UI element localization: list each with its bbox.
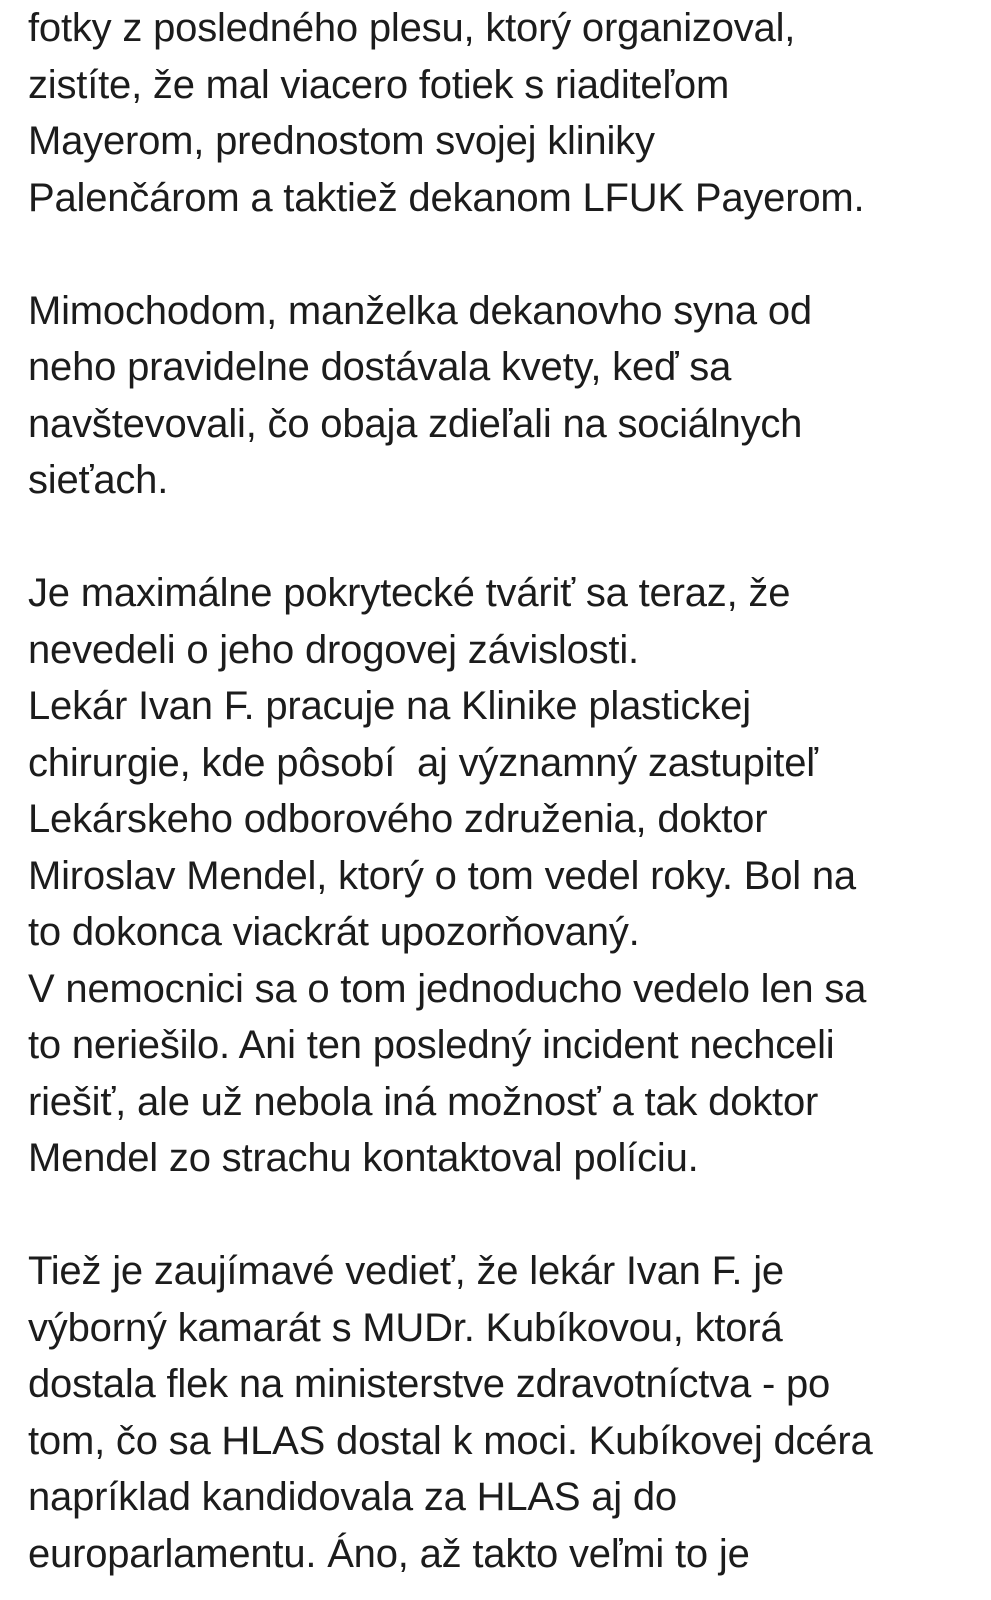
paragraph-gap <box>28 1187 978 1244</box>
paragraph <box>28 565 978 1187</box>
text-line: výborný kamarát s MUDr. Kubíkovou, ktorá <box>28 1305 783 1350</box>
text-line: Je maximálne pokrytecké tváriť sa teraz, že <box>28 571 791 615</box>
text-line: Tiež je zaujímavé vedieť, že lekár Ivan F. je <box>28 1249 784 1293</box>
text-line: Mimochodom, manželka dekanovho syna od <box>28 288 812 333</box>
paragraph <box>28 1243 978 1582</box>
text-line: tom, čo sa HLAS dostal k moci. Kubíkovej dcéra <box>28 1418 873 1463</box>
text-line: zistíte, že mal viacero fotiek s riaditeľom <box>28 62 730 107</box>
paragraph <box>28 0 978 226</box>
text-line: to neriešilo. Ani ten posledný incident nechceli <box>28 1023 835 1067</box>
text-line: europarlamentu. Áno, až takto veľmi to je <box>28 1531 750 1576</box>
text-line: neho pravidelne dostávala kvety, keď sa <box>28 345 732 389</box>
text-line: Lekárskeho odborového združenia, doktor <box>28 797 768 841</box>
text-line: sieťach. <box>28 458 169 502</box>
text-line: Mayerom, prednostom svojej kliniky <box>28 119 655 163</box>
text-line: Palenčárom a taktiež dekanom LFUK Payerom. <box>28 175 865 220</box>
paragraph <box>28 283 978 509</box>
text-line: nevedeli o jeho drogovej závislosti. <box>28 627 639 672</box>
text-line: V nemocnici sa o tom jednoducho vedelo len sa <box>28 966 867 1011</box>
text-line: napríklad kandidovala za HLAS aj do <box>28 1475 677 1519</box>
text-line: navštevovali, čo obaja zdieľali na sociálnych <box>28 401 803 446</box>
text-line: Lekár Ivan F. pracuje na Klinike plastickej <box>28 684 751 728</box>
paragraph-gap <box>28 509 978 566</box>
paragraph-gap <box>28 226 978 283</box>
text-line: dostala flek na ministerstve zdravotníctva - po <box>28 1362 831 1406</box>
text-line: to dokonca viackrát upozorňovaný. <box>28 910 640 954</box>
text-line: fotky z posledného plesu, ktorý organizoval, <box>28 6 796 50</box>
text-line: Mendel zo strachu kontaktoval políciu. <box>28 1136 699 1180</box>
text-line: riešiť, ale už nebola iná možnosť a tak doktor <box>28 1079 819 1124</box>
text-line: Miroslav Mendel, ktorý o tom vedel roky. Bol na <box>28 853 856 898</box>
text-line: chirurgie, kde pôsobí aj významný zastupiteľ <box>28 740 818 785</box>
post-body <box>28 0 978 1582</box>
